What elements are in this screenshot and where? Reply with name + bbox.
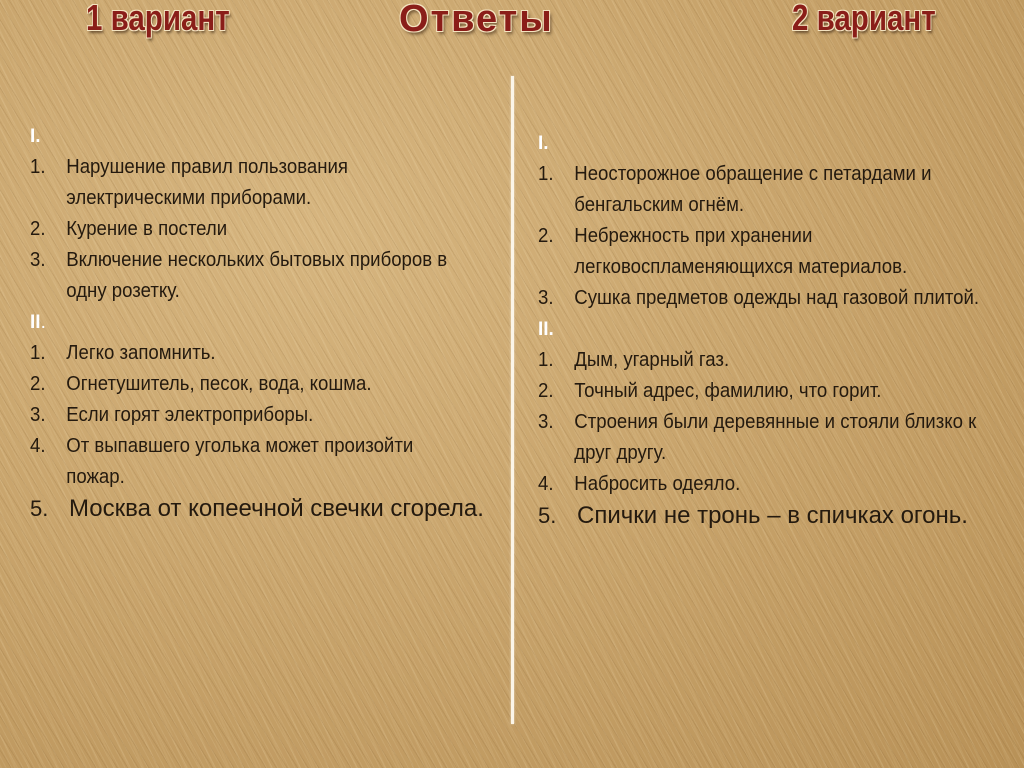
item-text: Спички не тронь – в спичках огонь.	[577, 502, 968, 529]
item-number: 2.	[538, 380, 554, 402]
item-text: Москва от копеечной свечки сгорела.	[69, 495, 484, 522]
list-item	[30, 493, 495, 524]
item-number: 4.	[538, 473, 554, 495]
item-number: 3.	[30, 249, 46, 271]
item-number: 1.	[30, 342, 46, 364]
item-number: 2.	[30, 218, 46, 240]
item-text: От выпавшего уголька может произойти пожар.	[66, 435, 414, 488]
list-item	[30, 245, 462, 307]
item-text: Включение нескольких бытовых приборов в одну розетку.	[66, 249, 448, 302]
item-number: 2.	[538, 225, 554, 247]
variant-1-heading: 1 вариант	[86, 0, 230, 38]
list-item	[538, 283, 984, 314]
list-item	[30, 214, 462, 245]
section-ii-numeral: II	[30, 312, 41, 333]
list-item	[538, 469, 984, 500]
list-item	[538, 221, 984, 283]
item-number: 1.	[538, 163, 554, 185]
item-number: 2.	[30, 373, 46, 395]
item-number: 3.	[538, 287, 554, 309]
list-item	[538, 500, 1018, 531]
item-number: 1.	[30, 156, 46, 178]
column-divider	[511, 76, 514, 724]
list-item	[30, 338, 462, 369]
variant-2-answers	[538, 128, 1018, 531]
item-text: Точный адрес, фамилию, что горит.	[574, 380, 882, 402]
item-text: Нарушение правил пользования электрическими приборами.	[66, 156, 348, 209]
item-number: 1.	[538, 349, 554, 371]
list-item	[538, 345, 984, 376]
list-item	[30, 369, 462, 400]
item-text: Если горят электроприборы.	[66, 404, 314, 426]
section-i-marker: I.	[538, 133, 549, 154]
list-item	[30, 431, 462, 493]
list-item	[538, 407, 984, 469]
section-ii-marker: II.	[538, 319, 554, 340]
item-number: 5.	[538, 503, 557, 528]
item-number: 5.	[30, 496, 49, 521]
item-number: 4.	[30, 435, 46, 457]
item-text: Огнетушитель, песок, вода, кошма.	[66, 373, 372, 395]
list-item	[30, 152, 462, 214]
item-text: Строения были деревянные и стояли близко к друг другу.	[574, 411, 977, 464]
item-text: Легко запомнить.	[66, 342, 216, 364]
item-text: Сушка предметов одежды над газовой плитой.	[574, 287, 980, 309]
section-ii-marker	[30, 307, 495, 338]
item-number: 3.	[30, 404, 46, 426]
list-item	[538, 376, 984, 407]
item-text: Курение в постели	[66, 218, 228, 240]
variant-2-heading: 2 вариант	[792, 0, 936, 38]
variant-1-answers	[30, 121, 495, 524]
item-text: Неосторожное обращение с петардами и бенгальским огнём.	[574, 163, 932, 216]
section-i-marker: I.	[30, 126, 41, 147]
item-text: Дым, угарный газ.	[574, 349, 730, 371]
list-item	[30, 400, 462, 431]
item-number: 3.	[538, 411, 554, 433]
list-item	[538, 159, 984, 221]
answers-title: Ответы	[399, 0, 554, 40]
section-ii-dot: .	[40, 312, 46, 333]
item-text: Набросить одеяло.	[574, 473, 741, 495]
item-text: Небрежность при хранении легковоспламеняющихся материалов.	[574, 225, 908, 278]
